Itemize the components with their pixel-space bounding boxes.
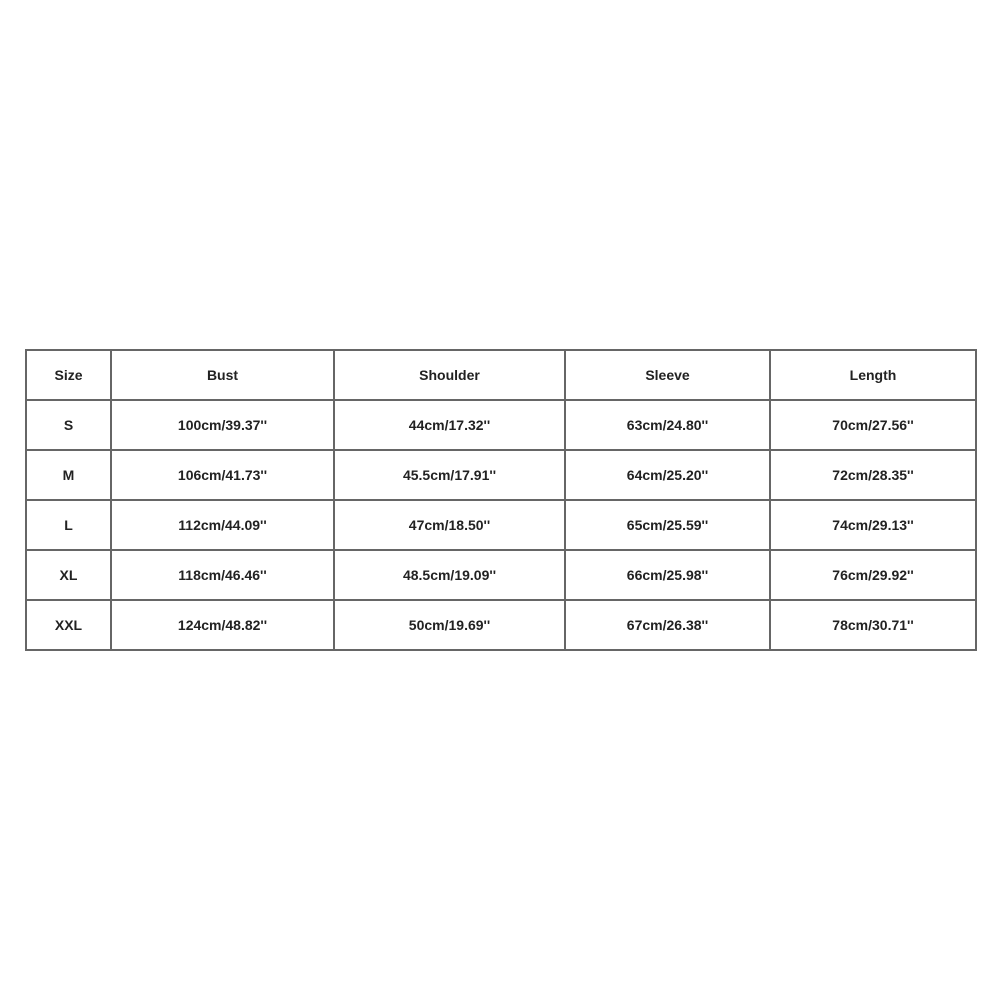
cell-sleeve: 67cm/26.38'' <box>565 600 770 650</box>
cell-bust: 124cm/48.82'' <box>111 600 334 650</box>
header-size: Size <box>26 350 111 400</box>
table-header-row <box>26 350 976 400</box>
table-row <box>26 600 976 650</box>
cell-size: S <box>26 400 111 450</box>
cell-size: M <box>26 450 111 500</box>
cell-size: XL <box>26 550 111 600</box>
header-shoulder: Shoulder <box>334 350 565 400</box>
cell-sleeve: 63cm/24.80'' <box>565 400 770 450</box>
cell-bust: 118cm/46.46'' <box>111 550 334 600</box>
header-bust: Bust <box>111 350 334 400</box>
size-chart-table <box>25 349 977 651</box>
cell-length: 70cm/27.56'' <box>770 400 976 450</box>
cell-shoulder: 50cm/19.69'' <box>334 600 565 650</box>
cell-sleeve: 66cm/25.98'' <box>565 550 770 600</box>
cell-size: XXL <box>26 600 111 650</box>
cell-bust: 106cm/41.73'' <box>111 450 334 500</box>
cell-length: 76cm/29.92'' <box>770 550 976 600</box>
table-row <box>26 550 976 600</box>
header-sleeve: Sleeve <box>565 350 770 400</box>
cell-shoulder: 47cm/18.50'' <box>334 500 565 550</box>
cell-shoulder: 48.5cm/19.09'' <box>334 550 565 600</box>
cell-bust: 100cm/39.37'' <box>111 400 334 450</box>
cell-bust: 112cm/44.09'' <box>111 500 334 550</box>
header-length: Length <box>770 350 976 400</box>
cell-shoulder: 44cm/17.32'' <box>334 400 565 450</box>
cell-length: 72cm/28.35'' <box>770 450 976 500</box>
table-row <box>26 400 976 450</box>
cell-length: 74cm/29.13'' <box>770 500 976 550</box>
cell-length: 78cm/30.71'' <box>770 600 976 650</box>
cell-size: L <box>26 500 111 550</box>
cell-shoulder: 45.5cm/17.91'' <box>334 450 565 500</box>
table-row <box>26 500 976 550</box>
table-row <box>26 450 976 500</box>
cell-sleeve: 65cm/25.59'' <box>565 500 770 550</box>
cell-sleeve: 64cm/25.20'' <box>565 450 770 500</box>
